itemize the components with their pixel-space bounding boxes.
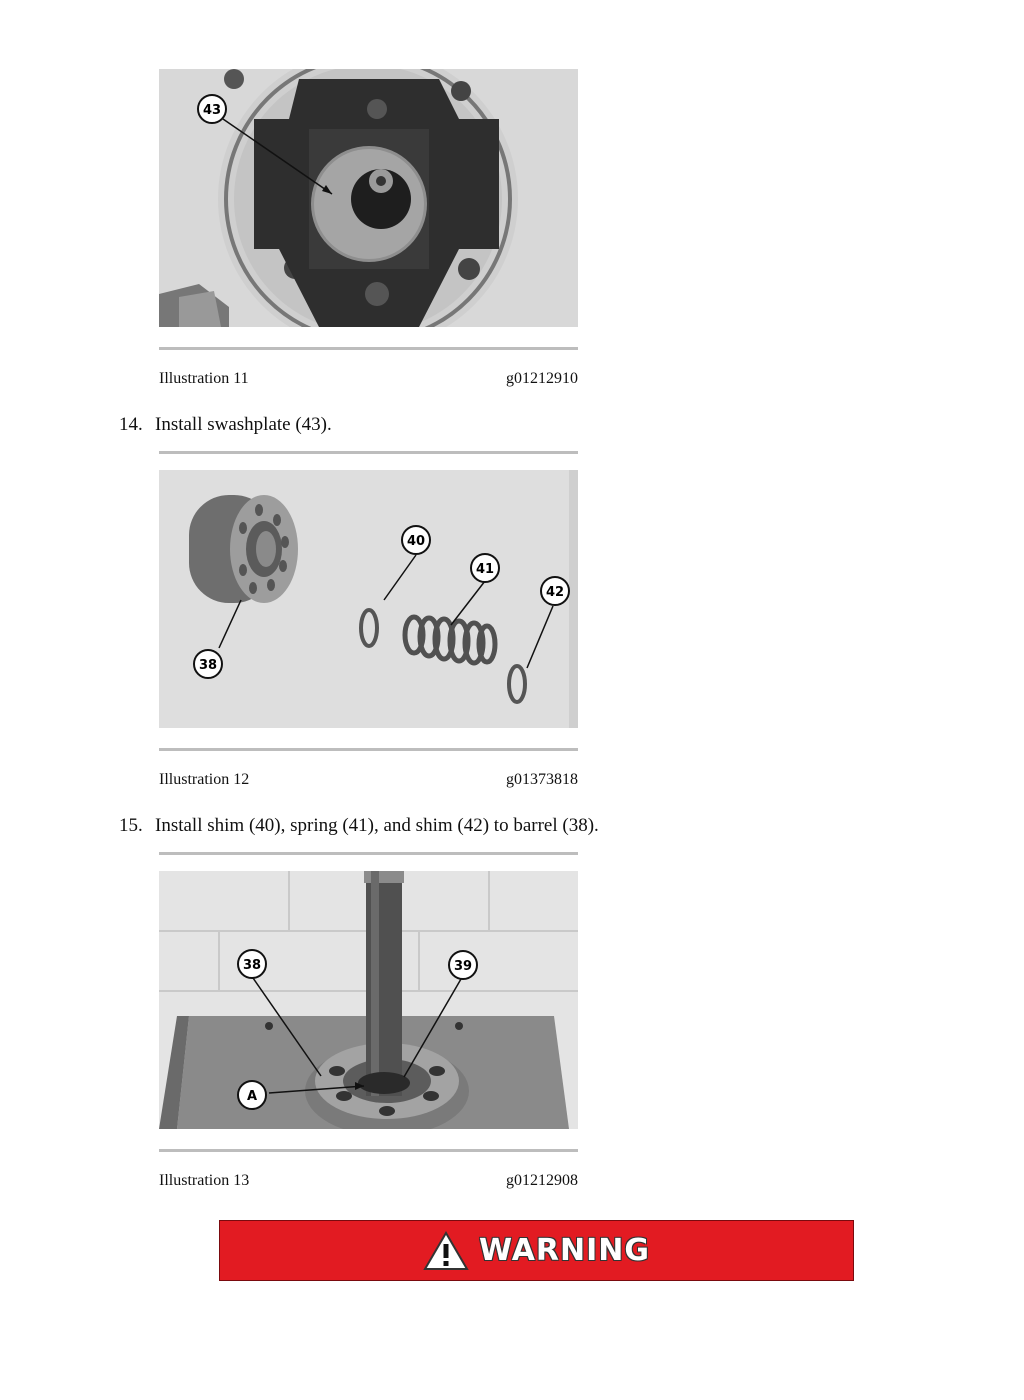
illustration-code: g01212908 [506,1172,578,1189]
step-14 [119,413,332,437]
figure-rule [159,748,578,751]
illustration-label: Illustration 11 [159,370,249,387]
step-text: Install swashplate (43). [155,414,332,435]
step-number: 14. [119,414,143,435]
illustration-label: Illustration 12 [159,771,250,788]
press-barrel-photo-graphic [159,871,578,1129]
illustration-label: Illustration 13 [159,1172,250,1189]
callout-40: 40 [406,534,426,549]
callout-a: A [246,1089,258,1104]
step-15 [119,814,599,838]
callout-42: 42 [545,585,565,600]
illustration-13-caption [159,1171,578,1191]
figure-rule [159,852,578,855]
callout-41: 41 [475,562,495,577]
illustration-code: g01373818 [506,771,578,788]
warning-triangle-icon [423,1231,469,1271]
callout-39: 39 [453,959,473,974]
figure-rule [159,1149,578,1152]
illustration-code: g01212910 [506,370,578,387]
callout-38: 38 [198,658,218,673]
warning-label: WARNING [478,1233,651,1268]
step-number: 15. [119,815,143,836]
callout-43: 43 [202,103,222,118]
barrel-spring-photo-graphic [159,470,578,728]
illustration-13-photo [159,871,578,1129]
swashplate-photo-graphic [159,69,578,327]
illustration-11-caption [159,369,578,389]
illustration-12-caption [159,770,578,790]
illustration-11-photo [159,69,578,327]
warning-banner [219,1220,854,1281]
illustration-12-photo [159,470,578,728]
figure-rule [159,347,578,350]
callout-38: 38 [242,958,262,973]
figure-rule [159,451,578,454]
step-text: Install shim (40), spring (41), and shim (42) to barrel (38). [155,815,599,836]
